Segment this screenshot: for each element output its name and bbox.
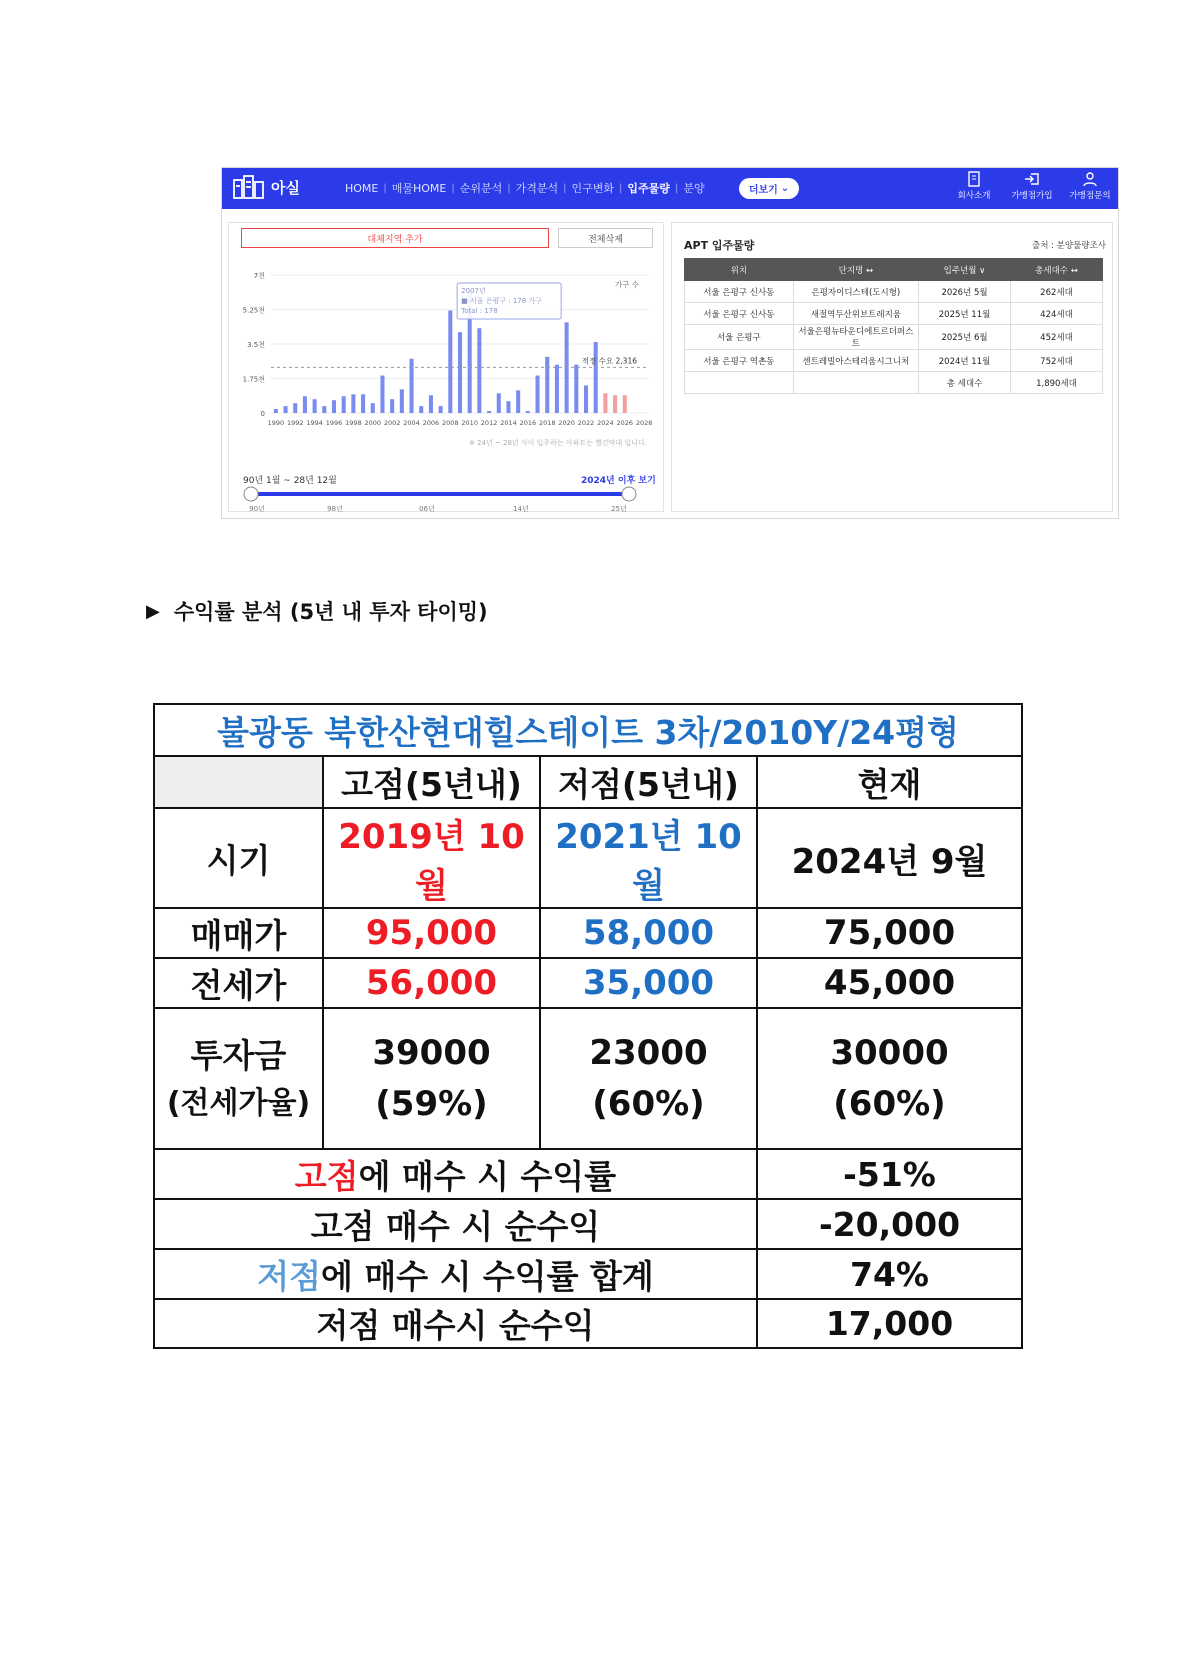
jeonse-price-low: 35,000 — [540, 958, 757, 1008]
bar — [361, 394, 365, 413]
bar — [303, 396, 307, 413]
high-net-profit-value: -20,000 — [757, 1199, 1022, 1249]
bar — [351, 394, 355, 413]
bar — [448, 310, 452, 413]
menu-home[interactable]: HOME — [345, 181, 379, 195]
x-tick-label: 2016 — [519, 419, 537, 427]
slider-handle-end[interactable] — [622, 487, 636, 501]
x-tick-label: 1994 — [306, 419, 323, 427]
period-high: 2019년 10월 — [323, 808, 540, 908]
ratio-current: (60%) — [833, 1083, 946, 1124]
summary-row — [154, 1149, 1022, 1199]
tooltip-text: ■ 서울 은평구 : 178 가구 — [461, 297, 542, 305]
menu-move-in[interactable]: 입주물량 — [627, 182, 670, 195]
title-row — [154, 704, 1022, 756]
bar — [429, 395, 433, 413]
bar — [516, 390, 520, 413]
bar — [274, 409, 278, 413]
apt-total-label: 총 세대수 — [919, 372, 1011, 394]
investment-high: 39000 — [372, 1032, 491, 1073]
tooltip-text: Total : 178 — [461, 307, 498, 315]
table-row[interactable] — [685, 350, 1103, 372]
chart-panel — [228, 222, 664, 512]
slider-tick-label: 98년 — [327, 505, 343, 513]
investment-low: 23000 — [589, 1032, 708, 1073]
franchise-join-label: 가맹점가입 — [1011, 191, 1053, 201]
apt-cell: 은평자이디스테(도시형) — [793, 281, 918, 303]
bar — [284, 406, 288, 413]
investment-current-cell — [757, 1008, 1022, 1149]
embedded-screenshot — [221, 167, 1119, 519]
apt-cell: 2024년 11월 — [919, 350, 1011, 372]
x-tick-label: 2028 — [635, 419, 653, 427]
x-tick-label: 1998 — [345, 419, 362, 427]
apt-total-value: 1,890세대 — [1011, 372, 1103, 394]
bar — [400, 389, 404, 413]
x-tick-label: 2000 — [364, 419, 382, 427]
x-tick-label: 2024 — [597, 419, 614, 427]
bar — [293, 403, 297, 413]
view-after-2024-link[interactable]: 2024년 이후 보기 — [581, 476, 656, 486]
investment-high-cell — [323, 1008, 540, 1149]
x-tick-label: 2018 — [538, 419, 556, 427]
jeonse-price-label: 전세가 — [154, 958, 323, 1008]
franchise-join-button[interactable] — [1006, 171, 1058, 201]
x-tick-label: 2020 — [558, 419, 575, 427]
bar — [545, 357, 549, 413]
apt-cell: 서울은평뉴타운디에트르더퍼스트 — [793, 325, 918, 350]
x-tick-label: 2022 — [577, 419, 595, 427]
header-row — [154, 756, 1022, 808]
apt-cell: 서울 은평구 — [685, 325, 794, 350]
high-return-value: -51% — [757, 1149, 1022, 1199]
apt-cell: 262세대 — [1011, 281, 1103, 303]
y-axis-label: 가구 수 — [614, 280, 639, 289]
bar — [477, 328, 481, 413]
apt-panel — [671, 222, 1113, 512]
period-current: 2024년 9월 — [757, 808, 1022, 908]
header-high: 고점(5년내) — [323, 756, 540, 808]
range-label: 90년 1월 ~ 28년 12월 — [243, 476, 337, 486]
low-highlight: 저점 — [257, 1256, 321, 1296]
apt-cell — [685, 372, 794, 394]
logo[interactable] — [232, 174, 300, 200]
top-navbar — [222, 168, 1119, 209]
bar — [584, 385, 588, 413]
bar — [536, 376, 540, 413]
low-net-profit-value: 17,000 — [757, 1299, 1022, 1348]
period-row — [154, 808, 1022, 908]
x-tick-label: 2012 — [480, 419, 498, 427]
sale-price-low: 58,000 — [540, 908, 757, 958]
y-tick-label: 7천 — [253, 272, 265, 280]
add-region-button[interactable]: 대체지역 추가 — [241, 228, 549, 248]
menu-price[interactable]: 가격분석 — [515, 182, 559, 195]
table-row[interactable] — [685, 303, 1103, 325]
bar — [439, 406, 443, 413]
table-row[interactable] — [685, 325, 1103, 350]
low-net-profit-label: 저점 매수시 순수익 — [154, 1299, 757, 1348]
reference-label: 적정 수요 2,316 — [581, 356, 637, 366]
header-current: 현재 — [757, 756, 1022, 808]
high-return-label — [154, 1149, 757, 1199]
summary-text: 에 매수 시 수익률 — [358, 1156, 617, 1196]
y-tick-label: 0 — [260, 410, 265, 418]
franchise-inquiry-button[interactable] — [1064, 171, 1116, 201]
header-low: 저점(5년내) — [540, 756, 757, 808]
bar — [594, 342, 598, 413]
investment-label: 투자금 — [190, 1036, 287, 1076]
apt-title: APT 입주물량 — [684, 239, 755, 252]
table-title: 불광동 북한산현대힐스테이트 3차/2010Y/24평형 — [154, 704, 1022, 756]
apt-cell: 센트레빌아스테리움시그니처 — [793, 350, 918, 372]
summary-row — [154, 1199, 1022, 1249]
apt-cell — [793, 372, 918, 394]
section-heading — [146, 596, 488, 626]
bar — [623, 395, 627, 413]
franchise-inquiry-label: 가맹점문의 — [1069, 191, 1111, 201]
more-button[interactable] — [739, 178, 799, 199]
bar — [390, 399, 394, 413]
main-menu: HOME | 매물HOME | 순위분석 | 가격분석 | 인구변화 | 입주물량 | 분양 — [340, 180, 710, 196]
slider-tick-label: 14년 — [513, 505, 529, 513]
y-tick-label: 1.75천 — [242, 375, 265, 384]
table-row[interactable] — [685, 281, 1103, 303]
delete-all-button[interactable]: 전체삭제 — [558, 228, 653, 248]
period-low: 2021년 10월 — [540, 808, 757, 908]
bar — [613, 395, 617, 413]
company-intro-label: 회사소개 — [957, 191, 991, 201]
low-return-value: 74% — [757, 1249, 1022, 1299]
bar — [342, 396, 346, 413]
triangle-right-icon: ▶ — [146, 600, 160, 622]
x-tick-label: 2014 — [500, 419, 517, 427]
x-tick-label: 2010 — [461, 419, 478, 427]
apt-cell: 2025년 6월 — [919, 325, 1011, 350]
investment-current: 30000 — [830, 1032, 949, 1073]
apt-cell: 서울 은평구 신사동 — [685, 281, 794, 303]
apt-cell: 452세대 — [1011, 325, 1103, 350]
building-icon — [966, 171, 982, 187]
sale-price-row — [154, 908, 1022, 958]
move-in-chart — [229, 253, 663, 453]
slider-handle-start[interactable] — [244, 487, 258, 501]
tooltip-text: 2007년 — [461, 287, 486, 295]
nav-icon-group — [948, 171, 1116, 201]
apt-cell: 424세대 — [1011, 303, 1103, 325]
section-title: 수익률 분석 (5년 내 투자 타이밍) — [173, 600, 488, 624]
menu-ranking[interactable]: 순위분석 — [459, 182, 503, 195]
y-tick-label: 5.25천 — [242, 306, 265, 315]
jeonse-price-current: 45,000 — [757, 958, 1022, 1008]
summary-row — [154, 1249, 1022, 1299]
apt-header-row — [685, 259, 1103, 281]
chevron-down-icon: ⌄ — [780, 183, 790, 194]
header-empty-cell — [154, 756, 323, 808]
investment-row — [154, 1008, 1022, 1149]
x-tick-label: 1990 — [267, 419, 285, 427]
apt-header-units[interactable]: 총세대수 ↔ — [1011, 259, 1103, 281]
ratio-low: (60%) — [592, 1083, 705, 1124]
slider-tick-label: 25년 — [611, 505, 627, 513]
company-intro-button[interactable] — [948, 171, 1000, 201]
bar — [313, 399, 317, 413]
high-net-profit-label: 고점 매수 시 순수익 — [154, 1199, 757, 1249]
bar — [574, 365, 578, 413]
profit-analysis-table — [153, 703, 1023, 1349]
x-tick-label: 2004 — [403, 419, 420, 427]
bar — [603, 393, 607, 413]
apt-table — [684, 258, 1103, 394]
menu-listing-home[interactable]: 매물HOME — [391, 182, 447, 195]
bar — [506, 401, 510, 413]
bar — [497, 393, 501, 413]
x-tick-label: 2006 — [422, 419, 440, 427]
apt-header-complex[interactable]: 단지명 ↔ — [793, 259, 918, 281]
building-logo-icon — [232, 174, 266, 200]
login-icon — [1024, 171, 1040, 187]
apt-cell: 서울 은평구 신사동 — [685, 303, 794, 325]
bar — [371, 403, 375, 413]
sale-price-label: 매매가 — [154, 908, 323, 958]
bar — [332, 400, 336, 413]
summary-text: 에 매수 시 수익률 합계 — [320, 1256, 654, 1296]
summary-row — [154, 1299, 1022, 1348]
jeonse-ratio-label: (전세가율) — [166, 1085, 311, 1121]
more-button-label: 더보기 — [748, 185, 778, 196]
x-tick-label: 2002 — [383, 419, 401, 427]
apt-source: 출처 : 분양물량조사 — [1032, 241, 1106, 251]
bar — [380, 376, 384, 413]
investment-low-cell — [540, 1008, 757, 1149]
sale-price-current: 75,000 — [757, 908, 1022, 958]
chart-note: ※ 24년 ~ 28년 사이 입주하는 아파트는 빨간막대 입니다. — [468, 439, 647, 447]
slider-tick-label: 06년 — [419, 505, 435, 513]
bar — [419, 406, 423, 413]
x-tick-label: 2008 — [442, 419, 459, 427]
low-return-label — [154, 1249, 757, 1299]
apt-cell: 752세대 — [1011, 350, 1103, 372]
apt-total-row — [685, 372, 1103, 394]
menu-presale[interactable]: 분양 — [683, 182, 705, 195]
ratio-high: (59%) — [375, 1083, 488, 1124]
jeonse-price-high: 56,000 — [323, 958, 540, 1008]
slider-tick-label: 90년 — [249, 505, 265, 513]
users-icon — [1082, 171, 1098, 187]
x-tick-label: 1992 — [286, 419, 304, 427]
investment-label-cell — [154, 1008, 323, 1149]
year-range-slider[interactable] — [229, 485, 663, 513]
y-tick-label: 3.5천 — [247, 341, 265, 349]
logo-text: 아실 — [271, 178, 300, 197]
apt-header-date[interactable]: 입주년월 ∨ — [919, 259, 1011, 281]
sale-price-high: 95,000 — [323, 908, 540, 958]
x-tick-label: 2026 — [616, 419, 634, 427]
period-label: 시기 — [154, 808, 323, 908]
apt-cell: 새절역두산위브트레지움 — [793, 303, 918, 325]
bar — [555, 365, 559, 413]
high-highlight: 고점 — [294, 1156, 359, 1196]
bar — [487, 411, 491, 413]
bar — [322, 406, 326, 413]
menu-population[interactable]: 인구변화 — [571, 182, 615, 195]
bar — [526, 411, 530, 413]
apt-cell: 서울 은평구 역촌동 — [685, 350, 794, 372]
bar — [458, 332, 462, 413]
apt-cell: 2025년 11월 — [919, 303, 1011, 325]
apt-header-location[interactable]: 위치 — [685, 259, 794, 281]
x-tick-label: 1996 — [325, 419, 343, 427]
apt-cell: 2026년 5월 — [919, 281, 1011, 303]
jeonse-price-row — [154, 958, 1022, 1008]
